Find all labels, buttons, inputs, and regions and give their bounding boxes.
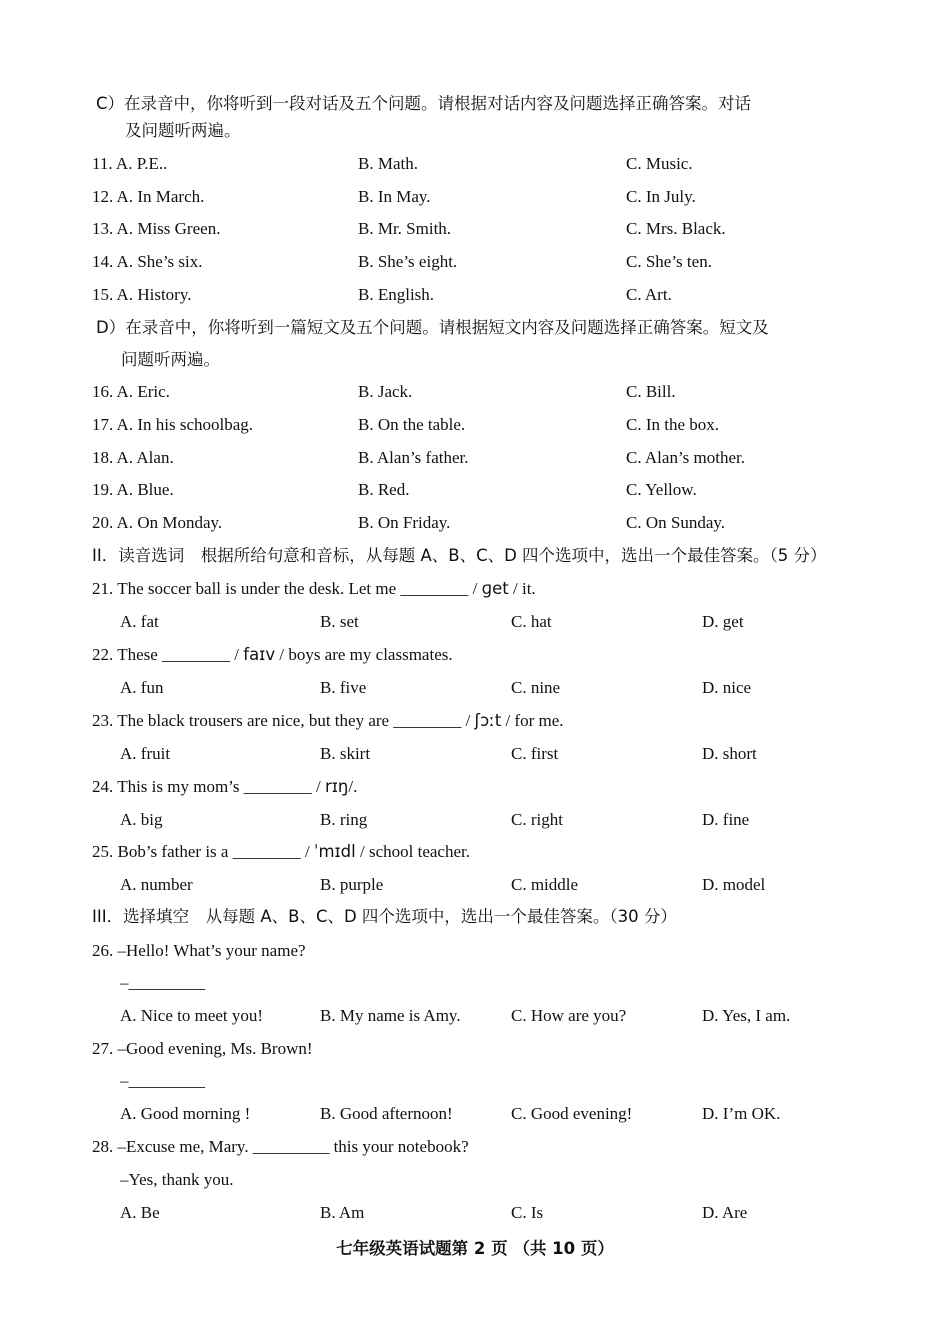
question-26-reply (0, 971, 950, 995)
question-24-options (0, 808, 950, 832)
question-stem (92, 643, 453, 667)
section-c-instruction (0, 92, 950, 116)
question-20 (0, 511, 950, 535)
option-d: D. I’m OK. (702, 1104, 781, 1123)
option-b: B. Good afternoon! (320, 1104, 453, 1123)
question-27-stem (0, 1037, 950, 1061)
question-stem: 28. –Excuse me, Mary. _________ this your notebook? (92, 1137, 469, 1156)
question-27-options (0, 1102, 950, 1126)
question-18 (0, 446, 950, 470)
option-d: D. short (702, 744, 757, 763)
option-c: C. first (511, 744, 559, 763)
option-d: D. get (702, 612, 744, 631)
stem-text: 24. This is my mom’s ________ / (92, 777, 321, 796)
option-a: A. fat (120, 612, 159, 631)
option-a: A. Good morning ! (120, 1104, 251, 1123)
option-d: D. Are (702, 1203, 748, 1222)
reply-blank: –_________ (120, 1071, 205, 1090)
option-b: B. five (320, 678, 367, 697)
option-c: C. On Sunday. (626, 513, 726, 532)
question-25-stem (0, 840, 950, 864)
question-12 (0, 185, 950, 209)
option-c: C. She’s ten. (626, 252, 712, 271)
question-stem (92, 709, 564, 733)
option-b: B. English. (358, 285, 435, 304)
option-a: 15. A. History. (92, 285, 192, 304)
question-13 (0, 217, 950, 241)
option-c: C. Good evening! (511, 1104, 633, 1123)
question-stem (92, 577, 536, 601)
option-c: C. How are you? (511, 1006, 627, 1025)
option-b: B. In May. (358, 187, 431, 206)
option-b: B. Mr. Smith. (358, 219, 452, 238)
stem-text: 23. The black trousers are nice, but they are ________ / (92, 711, 471, 730)
option-b: B. purple (320, 875, 384, 894)
question-21-options (0, 610, 950, 634)
option-b: B. Alan’s father. (358, 448, 469, 467)
question-28-stem (0, 1135, 950, 1159)
option-d: D. nice (702, 678, 752, 697)
option-a: 17. A. In his schoolbag. (92, 415, 254, 434)
option-a: A. fun (120, 678, 164, 697)
question-11 (0, 152, 950, 176)
question-26-options (0, 1004, 950, 1028)
question-22-stem (0, 643, 950, 667)
question-stem (92, 840, 470, 864)
question-23-options (0, 742, 950, 766)
section-heading: III．选择填空 从每题 A、B、C、D 四个选项中，选出一个最佳答案。（30 分） (92, 907, 677, 926)
phonetic: ˈmɪdl (313, 842, 356, 861)
reply-text: –Yes, thank you. (120, 1170, 234, 1189)
section-d-instruction (0, 316, 950, 340)
option-d: D. fine (702, 810, 750, 829)
question-stem: 26. –Hello! What’s your name? (92, 941, 306, 960)
instruction-text: 问题听两遍。 (121, 350, 220, 369)
phonetic: ʃɔːt (474, 711, 502, 730)
stem-tail: / it. (513, 579, 536, 598)
option-a: 13. A. Miss Green. (92, 219, 221, 238)
option-a: 16. A. Eric. (92, 382, 170, 401)
option-b: B. Jack. (358, 382, 413, 401)
stem-tail: / boys are my classmates. (279, 645, 453, 664)
question-19 (0, 478, 950, 502)
question-15 (0, 283, 950, 307)
option-a: 19. A. Blue. (92, 480, 174, 499)
part-2-heading (0, 544, 950, 568)
option-b: B. My name is Amy. (320, 1006, 461, 1025)
option-a: 14. A. She’s six. (92, 252, 203, 271)
option-c: C. Yellow. (626, 480, 697, 499)
option-a: 12. A. In March. (92, 187, 205, 206)
question-14 (0, 250, 950, 274)
section-d-instruction-cont (0, 348, 950, 372)
stem-text: 21. The soccer ball is under the desk. Let me ________ / (92, 579, 478, 598)
option-c: C. right (511, 810, 563, 829)
page-footer: 七年级英语试题第 2 页 （共 10 页） (336, 1239, 614, 1258)
stem-tail: / for me. (505, 711, 564, 730)
option-a: A. Nice to meet you! (120, 1006, 264, 1025)
option-d: D. Yes, I am. (702, 1006, 791, 1025)
option-b: B. skirt (320, 744, 371, 763)
option-a: A. Be (120, 1203, 160, 1222)
section-heading: II．读音选词 根据所给句意和音标，从每题 A、B、C、D 四个选项中，选出一个最佳答案。（5 分） (92, 546, 827, 565)
phonetic: faɪv (243, 645, 276, 664)
stem-text: 25. Bob’s father is a ________ / (92, 842, 310, 861)
phonetic: rɪŋ (325, 777, 349, 796)
option-c: C. Mrs. Black. (626, 219, 726, 238)
option-c: C. nine (511, 678, 561, 697)
question-stem (92, 775, 357, 799)
option-c: C. Bill. (626, 382, 676, 401)
option-a: 18. A. Alan. (92, 448, 174, 467)
option-a: 11. A. P.E.. (92, 154, 168, 173)
option-c: C. Art. (626, 285, 672, 304)
question-25-options (0, 873, 950, 897)
question-22-options (0, 676, 950, 700)
question-23-stem (0, 709, 950, 733)
option-c: C. hat (511, 612, 552, 631)
question-stem: 27. –Good evening, Ms. Brown! (92, 1039, 313, 1058)
stem-text: 22. These ________ / (92, 645, 240, 664)
option-c: C. Alan’s mother. (626, 448, 745, 467)
instruction-text: 及问题听两遍。 (125, 121, 241, 140)
option-b: B. ring (320, 810, 368, 829)
option-a: A. fruit (120, 744, 171, 763)
instruction-text: C）在录音中，你将听到一段对话及五个问题。请根据对话内容及问题选择正确答案。对话 (96, 94, 752, 113)
option-a: 20. A. On Monday. (92, 513, 223, 532)
option-c: C. In the box. (626, 415, 720, 434)
phonetic: ɡet (481, 579, 509, 598)
stem-tail: / school teacher. (359, 842, 470, 861)
option-b: B. On Friday. (358, 513, 451, 532)
option-a: A. big (120, 810, 163, 829)
option-b: B. She’s eight. (358, 252, 458, 271)
option-d: D. model (702, 875, 766, 894)
section-c-instruction-cont (0, 119, 950, 143)
option-b: B. set (320, 612, 359, 631)
question-17 (0, 413, 950, 437)
option-b: B. Math. (358, 154, 418, 173)
question-16 (0, 380, 950, 404)
question-26-stem (0, 939, 950, 963)
option-c: C. middle (511, 875, 579, 894)
part-3-heading (0, 905, 950, 929)
option-a: A. number (120, 875, 193, 894)
question-27-reply (0, 1069, 950, 1093)
question-28-reply (0, 1168, 950, 1192)
stem-tail: /. (348, 777, 358, 796)
option-b: B. On the table. (358, 415, 466, 434)
option-b: B. Red. (358, 480, 410, 499)
question-28-options (0, 1201, 950, 1225)
option-c: C. In July. (626, 187, 696, 206)
option-c: C. Music. (626, 154, 693, 173)
option-b: B. Am (320, 1203, 365, 1222)
question-24-stem (0, 775, 950, 799)
option-c: C. Is (511, 1203, 544, 1222)
question-21-stem (0, 577, 950, 601)
instruction-text: D）在录音中，你将听到一篇短文及五个问题。请根据短文内容及问题选择正确答案。短文及 (96, 318, 769, 337)
reply-blank: –_________ (120, 973, 205, 992)
